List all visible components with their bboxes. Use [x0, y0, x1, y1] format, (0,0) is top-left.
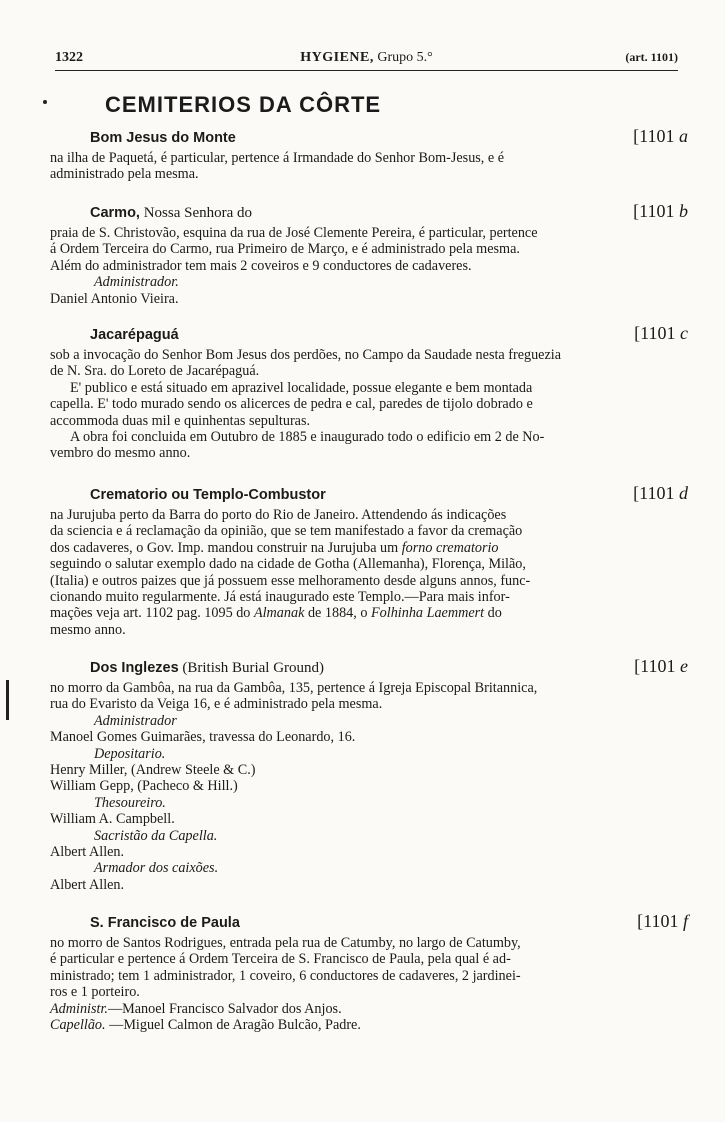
running-header: [55, 50, 678, 71]
text-line: mesmo anno.: [50, 621, 126, 638]
entry-ref: [1101 a: [633, 126, 688, 146]
staff-person: Albert Allen.: [50, 844, 125, 861]
scan-mark: [43, 100, 47, 104]
text-line: Além do administrador tem mais 2 coveiros e 9 conductores de cadaveres.: [50, 257, 472, 274]
text-line: é particular e pertence á Ordem Terceira de S. Francisco de Paula, pela qual é ad-: [50, 951, 511, 968]
text-line: A obra foi concluida em Outubro de 1885 e inaugurado todo o edificio em 2 de No-: [70, 429, 545, 446]
text-line: na ilha de Paquetá, é particular, pertence á Irmandade do Senhor Bom-Jesus, e é: [50, 150, 505, 166]
running-title: HYGIENE, Grupo 5.°: [300, 50, 433, 65]
text-line: rua do Evaristo da Veiga 16, e é administrado pela mesma.: [50, 696, 383, 713]
text-line: no morro da Gambôa, na rua da Gambôa, 135, pertence á Igreja Episcopal Britannica,: [50, 680, 538, 696]
entry-ref: [1101 c: [634, 323, 688, 343]
entry-name: Jacarépaguá: [90, 327, 179, 343]
entry-name: Dos Inglezes (British Burial Ground): [90, 660, 325, 676]
text-line: (Italia) e outros paizes que já possuem esse melhoramento desde alguns annos, func-: [50, 572, 531, 589]
text-line: capella. E' todo murado sendo os alicerces de pedra e cal, paredes de tijolo dobrado e: [50, 396, 533, 413]
staff-person: William Gepp, (Pacheco & Hill.): [50, 778, 238, 795]
text-line: na Jurujuba perto da Barra do porto do Rio de Janeiro. Attendendo ás indicações: [50, 507, 507, 523]
entry-bom-jesus: [50, 126, 688, 183]
text-line: da sciencia e á reclamação da opinião, que se tem manifestado a favor da cremação: [50, 523, 523, 540]
staff-role: Administrador.: [94, 274, 179, 291]
entry-jacarepagua: [50, 323, 688, 462]
text-line: á Ordem Terceira do Carmo, rua Primeiro de Março, e é administrado pela mesma.: [50, 241, 520, 258]
text-line: seguindo o salutar exemplo dado na cidade de Gotha (Allemanha), Florença, Milão,: [50, 556, 526, 573]
entry-name: Bom Jesus do Monte: [90, 130, 236, 146]
entry-crematorio: [50, 483, 688, 638]
staff-role: Thesoureiro.: [94, 794, 166, 811]
entry-inglezes: [50, 656, 688, 893]
text-line: praia de S. Christovão, esquina da rua de José Clemente Pereira, é particular, pertence: [50, 225, 538, 241]
text-line: administrado pela mesma.: [50, 166, 199, 183]
page-number: 1322: [55, 50, 83, 65]
text-line: cionando muito regularmente. Já está inaugurado este Templo.—Para mais infor-: [50, 589, 510, 606]
staff-role: Depositario.: [94, 745, 166, 762]
text-line: accommoda duas mil e quinhentas sepulturas.: [50, 412, 311, 429]
text-line: dos cadaveres, o Gov. Imp. mandou construir na Jurujuba um forno crematorio: [50, 539, 499, 556]
text-line: mações veja art. 1102 pag. 1095 do Almanak de 1884, o Folhinha Laemmert do: [50, 605, 502, 622]
staff-person: Albert Allen.: [50, 876, 125, 893]
entry-ref: [1101 d: [633, 483, 688, 503]
staff-person: Manoel Gomes Guimarães, travessa do Leonardo, 16.: [50, 729, 356, 746]
staff-role: Armador dos caixões.: [94, 860, 219, 877]
staff-person: Daniel Antonio Vieira.: [50, 290, 179, 307]
section-title: CEMITERIOS DA CÔRTE: [105, 92, 382, 117]
officer-line: Capellão. —Miguel Calmon de Aragão Bulcão, Padre.: [50, 1017, 361, 1034]
entry-s-francisco: [50, 911, 688, 1034]
scan-mark: [6, 680, 9, 720]
text-line: de N. Sra. do Loreto de Jacarépaguá.: [50, 363, 260, 380]
entry-name: S. Francisco de Paula: [90, 915, 240, 931]
text-line: sob a invocação do Senhor Bom Jesus dos perdões, no Campo da Saudade nesta freguezia: [50, 347, 562, 363]
staff-role: Administrador: [94, 712, 177, 729]
text-line: no morro de Santos Rodrigues, entrada pela rua de Catumby, no largo de Catumby,: [50, 935, 521, 951]
entry-ref: [1101 b: [633, 201, 688, 221]
staff-person: William A. Campbell.: [50, 811, 175, 828]
text-line: ros e 1 porteiro.: [50, 984, 140, 1001]
text-line: ministrado; tem 1 administrador, 1 coveiro, 6 conductores de cadaveres, 2 jardinei-: [50, 967, 521, 984]
staff-role: Sacristão da Capella.: [94, 827, 218, 844]
staff-person: Henry Miller, (Andrew Steele & C.): [50, 762, 256, 779]
text-line: E' publico e está situado em aprazivel localidade, possue elegante e bem montada: [70, 379, 533, 396]
text-line: vembro do mesmo anno.: [50, 445, 191, 462]
entry-ref: [1101 e: [634, 656, 688, 676]
article-reference: (art. 1101): [625, 50, 678, 64]
entry-ref: [1101 f: [637, 911, 688, 931]
entry-name: Carmo, Nossa Senhora do: [90, 205, 253, 221]
entry-carmo: [50, 201, 688, 307]
officer-line: Administr.—Manoel Francisco Salvador dos Anjos.: [50, 1000, 342, 1017]
entry-name: Crematorio ou Templo-Combustor: [90, 487, 326, 503]
